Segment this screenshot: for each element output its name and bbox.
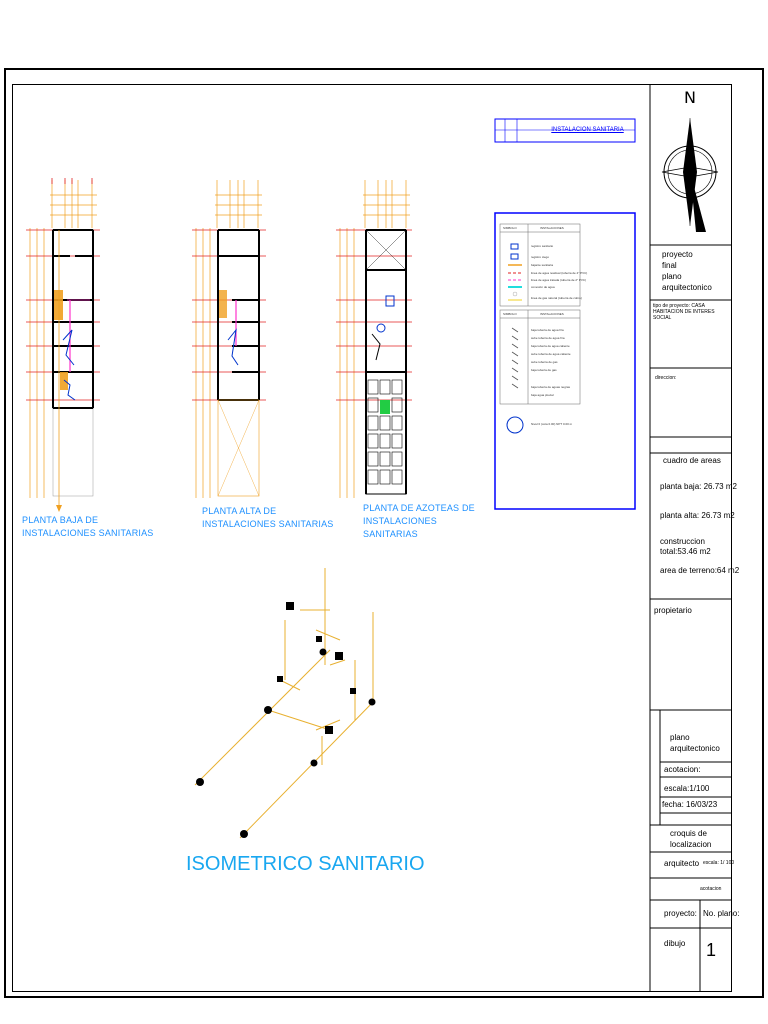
legend-symbol-header: SIMBOLO — [503, 226, 517, 230]
dimension-small: acotacion — [700, 886, 722, 892]
location-sketch-label: croquis de localizacion — [670, 829, 712, 849]
legend-row: conexión de agua — [531, 285, 555, 289]
date-label: fecha: 16/03/23 — [662, 800, 718, 809]
drawing-by-label: dibujo — [664, 939, 686, 948]
plan-label-planta-alta: PLANTA ALTA DE INSTALACIONES SANITARIAS — [202, 506, 334, 529]
project-field-label: proyecto: — [664, 909, 697, 918]
legend-row: baja tubería de agua fría — [531, 328, 564, 332]
plan-planta-azoteas — [336, 180, 412, 498]
legend-row: baja tubería de agua caliente — [531, 344, 570, 348]
isometric-title: ISOMETRICO SANITARIO — [186, 853, 425, 875]
scale-small: escala: 1/ 100 — [703, 860, 735, 866]
plan-planta-baja — [26, 178, 100, 512]
legend-row: linea de agua residual (tubería de 4" PVC) — [531, 271, 588, 275]
isometric-fittings — [196, 602, 376, 838]
legend-installations-header-2: INSTALACIONES — [540, 312, 564, 316]
sheet-number-label: No. plano: — [703, 909, 740, 918]
north-arrow — [662, 118, 718, 232]
legend-symbol-header-2: SIMBOLO — [503, 312, 517, 316]
legend-note: Nivel 0 (cota 0.00) NPT 0.00 m — [531, 422, 573, 426]
area-construccion-total: construccion total:53.46 m2 — [660, 537, 711, 556]
plan-label-planta-baja: PLANTA BAJA DE INSTALACIONES SANITARIAS — [22, 515, 154, 538]
area-planta-baja: planta baja: 26.73 m2 — [660, 482, 737, 491]
legend-installations-header: INSTALACIONES — [540, 226, 564, 230]
sheet-number: 1 — [706, 940, 717, 960]
plan-label-planta-azoteas: PLANTA DE AZOTEAS DE INSTALACIONES SANITARIAS — [363, 503, 475, 539]
legend-row: sube tubería de gas — [531, 360, 558, 364]
areas-header: cuadro de areas — [663, 456, 721, 465]
sanitary-installation-title: INSTALACION SANITARIA — [551, 127, 624, 133]
legend-row: sube tubería de agua fría — [531, 336, 565, 340]
area-planta-alta: planta alta: 26.73 m2 — [660, 511, 735, 520]
legend-row: bajante sanitaria — [531, 263, 554, 267]
legend-row: linea de gas natural (tubería de cobre) — [531, 296, 582, 300]
legend-row: baja tubería de aguas negras — [531, 385, 571, 389]
scale-label: escala:1/100 — [664, 784, 710, 793]
legend-row: baja tubería de gas — [531, 368, 557, 372]
legend-row: registro ciego — [531, 255, 550, 259]
legend-row: linea de agua tratada (tubería de 2" PVC) — [531, 278, 587, 282]
project-label: proyecto final plano arquitectonico — [662, 250, 712, 292]
project-type: tipo de proyecto: CASA HABITACION DE INTERES SOCIAL — [653, 303, 715, 321]
architect-label: arquitecto — [664, 859, 700, 868]
area-terreno: area de terreno:64 m2 — [660, 566, 740, 575]
plan-planta-alta — [192, 180, 266, 498]
legend-row: sube tubería de agua caliente — [531, 352, 571, 356]
direction-label: direccion: — [655, 375, 677, 381]
legend-row: baja agua pluvial — [531, 393, 554, 397]
north-label: N — [684, 88, 696, 107]
isometric-diagram — [195, 568, 375, 838]
legend-row: registro sanitario — [531, 244, 554, 248]
sheet-type-label: plano arquitectonico — [670, 733, 720, 753]
dimension-label: acotacion: — [664, 765, 701, 774]
owner-label: propietario — [654, 606, 692, 615]
